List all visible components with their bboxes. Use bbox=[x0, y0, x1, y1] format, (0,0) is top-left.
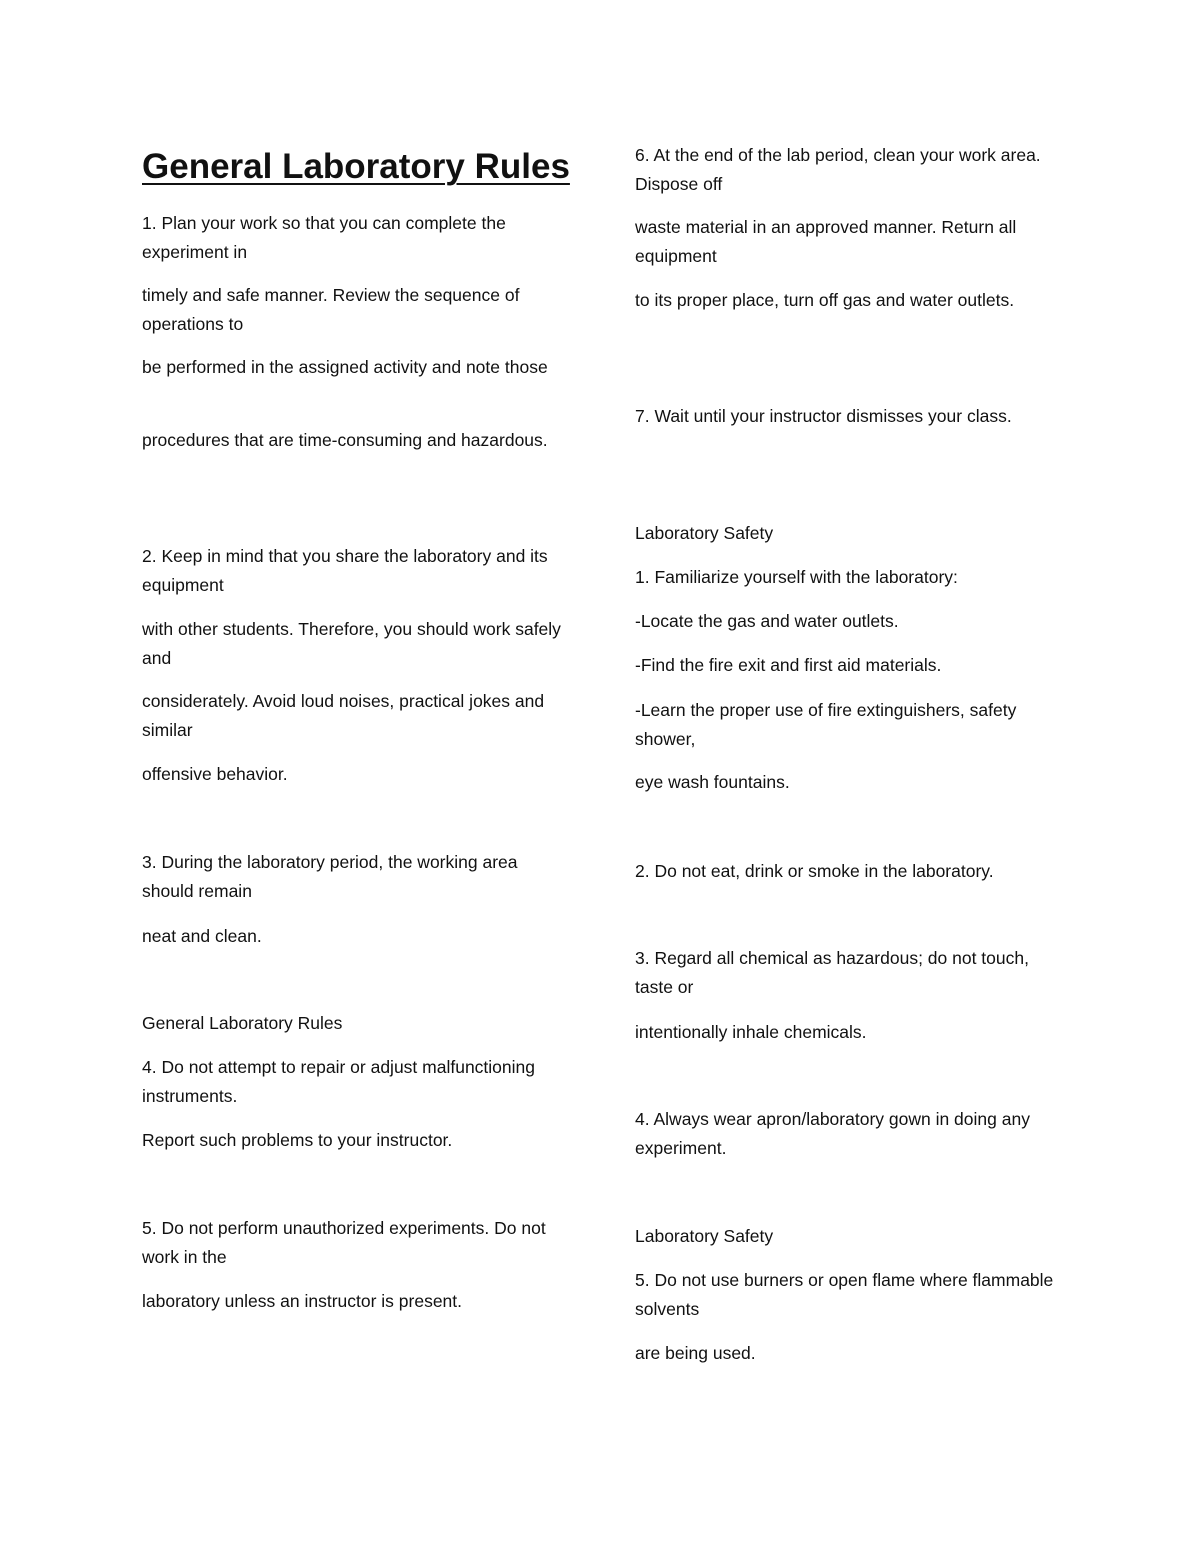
rule-5-line-2: laboratory unless an instructor is present. bbox=[142, 1291, 463, 1311]
rule-5-line-1: 5. Do not perform unauthorized experiments. Do not work in the bbox=[142, 1218, 546, 1267]
rule-1-line-2: timely and safe manner. Review the sequence of operations to bbox=[142, 285, 520, 334]
safety-5-line-1: 5. Do not use burners or open flame where flammable solvents bbox=[635, 1270, 1054, 1319]
rule-1-line-3: be performed in the assigned activity and note those bbox=[142, 357, 548, 377]
rule-4-line-2: Report such problems to your instructor. bbox=[142, 1130, 453, 1150]
rule-6-line-3: to its proper place, turn off gas and water outlets. bbox=[635, 290, 1015, 310]
safety-3-line-2: intentionally inhale chemicals. bbox=[635, 1022, 867, 1042]
safety-2-line-1: 2. Do not eat, drink or smoke in the laboratory. bbox=[635, 861, 994, 881]
rule-1-line-4: procedures that are time-consuming and hazardous. bbox=[142, 430, 548, 450]
safety-4-line-1: 4. Always wear apron/laboratory gown in doing any experiment. bbox=[635, 1109, 1030, 1158]
safety-1-line-4: -Learn the proper use of fire extinguishers, safety shower, bbox=[635, 700, 1017, 749]
rule-2-line-4: offensive behavior. bbox=[142, 764, 288, 784]
safety-5-line-2: are being used. bbox=[635, 1343, 756, 1363]
rule-3-line-1: 3. During the laboratory period, the working area should remain bbox=[142, 852, 518, 901]
safety-1-line-2: -Locate the gas and water outlets. bbox=[635, 611, 899, 631]
rule-3-line-2: neat and clean. bbox=[142, 926, 262, 946]
section-heading-laboratory-safety-2: Laboratory Safety bbox=[635, 1226, 774, 1246]
rule-2-line-3: considerately. Avoid loud noises, practical jokes and similar bbox=[142, 691, 545, 740]
rule-7-line-1: 7. Wait until your instructor dismisses your class. bbox=[635, 406, 1012, 426]
safety-3-line-1: 3. Regard all chemical as hazardous; do not touch, taste or bbox=[635, 948, 1029, 997]
rule-2-line-2: with other students. Therefore, you should work safely and bbox=[142, 619, 561, 668]
rule-6-line-1: 6. At the end of the lab period, clean your work area. Dispose off bbox=[635, 145, 1041, 194]
rule-4-line-1: 4. Do not attempt to repair or adjust malfunctioning instruments. bbox=[142, 1057, 535, 1106]
page-title: General Laboratory Rules bbox=[142, 147, 570, 186]
safety-1-line-1: 1. Familiarize yourself with the laboratory: bbox=[635, 567, 958, 587]
safety-1-line-5: eye wash fountains. bbox=[635, 772, 790, 792]
section-heading-laboratory-safety-1: Laboratory Safety bbox=[635, 523, 774, 543]
rule-2-line-1: 2. Keep in mind that you share the laboratory and its equipment bbox=[142, 546, 548, 595]
rule-6-line-2: waste material in an approved manner. Return all equipment bbox=[635, 217, 1017, 266]
rule-1-line-1: 1. Plan your work so that you can complete the experiment in bbox=[142, 213, 506, 262]
section-heading-general-laboratory-rules: General Laboratory Rules bbox=[142, 1013, 343, 1033]
safety-1-line-3: -Find the fire exit and first aid materials. bbox=[635, 655, 942, 675]
